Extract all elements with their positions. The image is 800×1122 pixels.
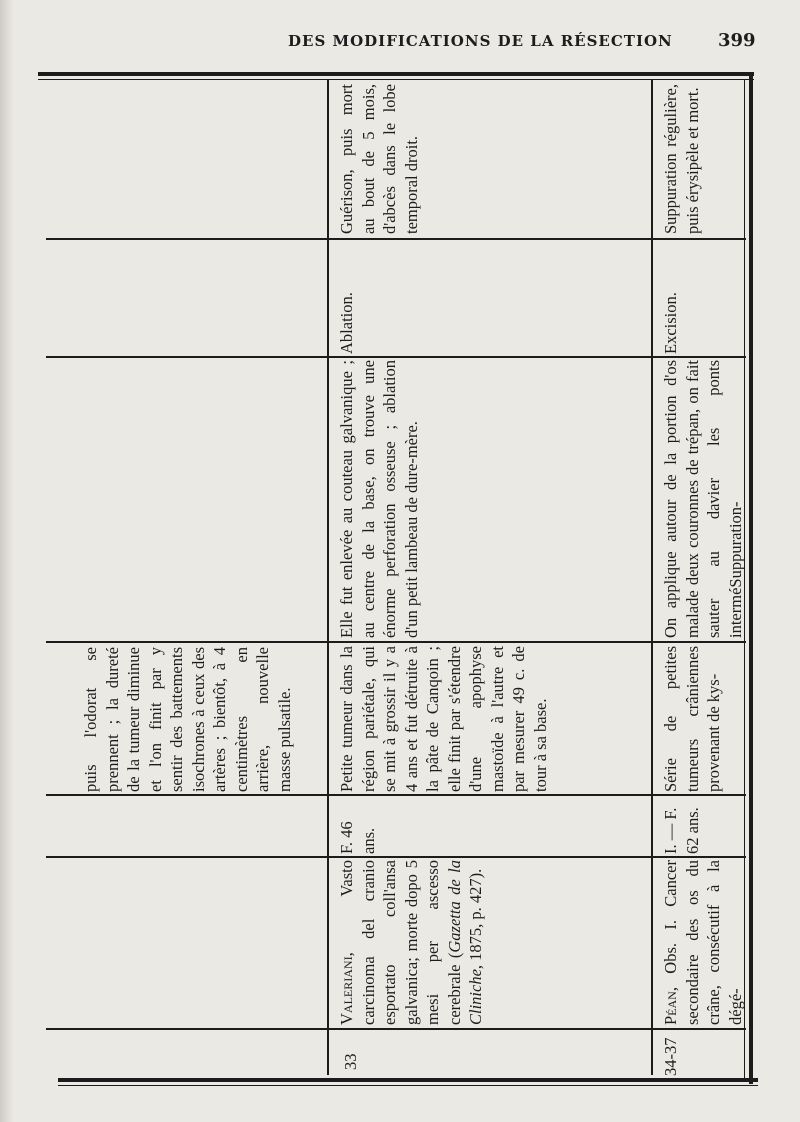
row1-tumor-text: puis l'odorat se prennent ; la dureté de la tumeur diminue et l'on finit par y sentir des battements isochrones à ceux des artères ; bientôt, à 4 centimètres en arrière, nouvelle masse pulsatile. <box>81 647 294 792</box>
row2-operation-cell <box>336 360 636 638</box>
row3-source <box>660 860 745 1025</box>
row3-sex-age-cell <box>660 798 745 854</box>
table-right-border <box>749 72 753 1084</box>
row3-operation-cell <box>660 360 745 638</box>
row3-tumor-text: Série de petites tumeurs crâniennes provenant de kys- <box>661 646 723 792</box>
col-separator-3 <box>46 794 746 796</box>
row3-number-cell <box>660 1030 690 1076</box>
row2-procedure: Ablation. <box>337 292 356 354</box>
page-edge-shadow <box>0 0 14 1122</box>
col-separator-5 <box>46 356 746 358</box>
row3-tumor-cell <box>660 646 745 792</box>
col-separator-4 <box>46 641 746 643</box>
row3-outcome-cell <box>660 84 745 234</box>
row3-procedure: Excision. <box>661 292 680 354</box>
row2-outcome: Guérison, puis mort au bout de 5 mois, d'abcès dans le lobe temporal droit. <box>337 84 421 234</box>
row2-source-cell <box>336 860 636 1025</box>
table-top-rule-thin <box>38 79 754 80</box>
row2-outcome-cell <box>336 84 636 234</box>
row3-number: 34-37 <box>661 1037 680 1076</box>
row2-source-rest: , Vasto carcinoma del cranio esportato coll'ansa galvanica; morte dopo 5 mesi per ascesso cerebrale ( <box>337 860 464 1025</box>
row2-operation-text: Elle fut enlevée au couteau galvanique ; au centre de la base, on trouve une énorme perforation osseuse ; ablation d'un petit lambeau de dure-mère. <box>337 360 421 638</box>
row-separator-2 <box>651 80 653 1075</box>
row2-source-journal: Gazetta de la Cliniche <box>444 860 485 1025</box>
row2-source-author: Valeriani <box>337 956 356 1025</box>
row2-sex-age: F. 46 ans. <box>337 821 378 854</box>
row2-tumor-text: Petite tumeur dans la région pariétale, qui se mit à grossir il y a 4 ans et fut détruite à la pâte de Canqoin ; elle finit par s'étendre d'une apophyse mastoïde à l'autre et par mesurer 49 c. de tour à sa base. <box>337 646 550 792</box>
row2-procedure-cell <box>336 242 636 354</box>
col-separator-1 <box>46 1028 746 1030</box>
table-bottom-rule <box>58 1078 758 1082</box>
row2-number: 33 <box>341 1053 360 1070</box>
row3-source-author: Péan <box>661 991 680 1025</box>
row2-source-end: , 1875, p. 427). <box>466 868 485 970</box>
row2-sex-age-cell <box>336 798 396 854</box>
row2-source <box>336 860 487 1025</box>
table-top-rule <box>38 72 754 76</box>
page-number: 399 <box>718 30 756 51</box>
table-bottom-rule-thin <box>58 1085 758 1086</box>
row1-tumor-cell <box>80 647 325 792</box>
row-separator-1 <box>327 80 329 1075</box>
row3-source-cell <box>660 860 745 1025</box>
col-separator-6 <box>46 238 746 240</box>
row3-source-rest: , Obs. I. Cancer secondaire des os du crâne, consécutif à la dégé- <box>661 860 745 1025</box>
row3-procedure-cell <box>660 242 745 354</box>
row2-tumor-cell <box>336 646 636 792</box>
col-separator-2 <box>46 856 746 858</box>
row3-outcome: Suppuration régulière, puis érysipèle et mort. <box>661 84 702 234</box>
running-header: DES MODIFICATIONS DE LA RÉSECTION <box>288 32 673 50</box>
row3-operation-text: On applique autour de la portion d'os malade deux couronnes de trépan, on fait sauter au davier les ponts interméSuppuration- <box>661 360 745 638</box>
row2-number-cell <box>340 1030 370 1076</box>
row3-sex-age: I. — F. 62 ans. <box>661 807 702 854</box>
